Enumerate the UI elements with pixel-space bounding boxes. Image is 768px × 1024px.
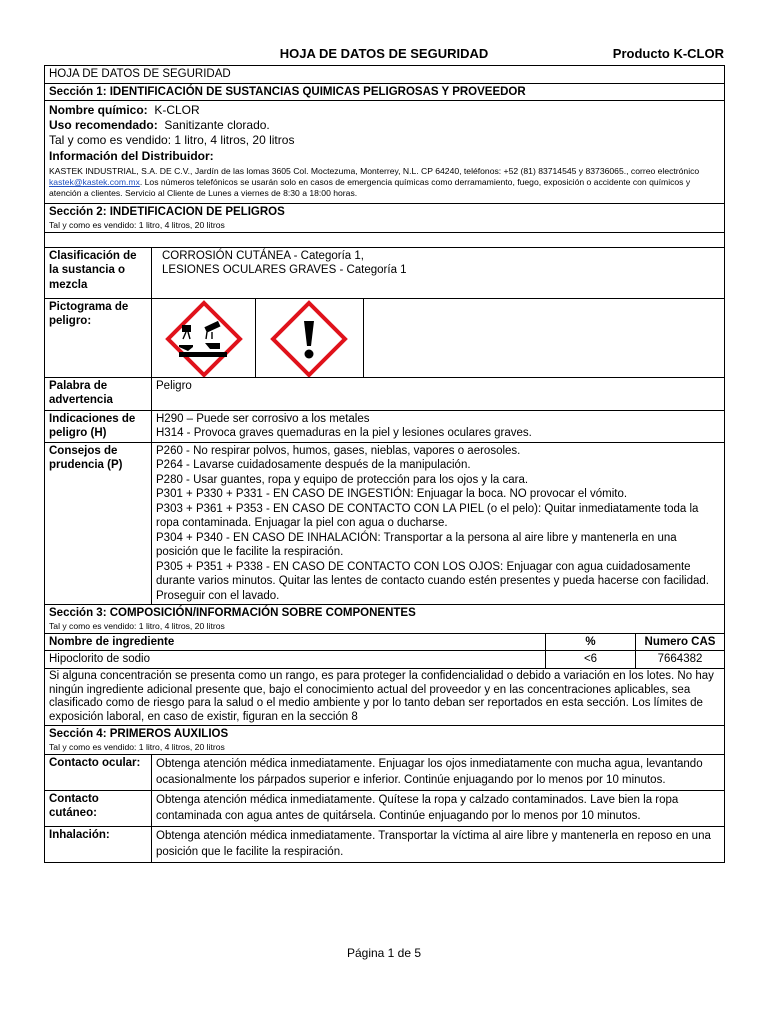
ghs-pictograms (152, 299, 364, 377)
distributor-text-1: KASTEK INDUSTRIAL, S.A. DE C.V., Jardín de las lomas 3605 Col. Moctezuma, Monterrey, N.L. CP 64240, teléfonos: +52 (81) 83714545 y 83736065., correo electrónico (49, 165, 700, 176)
exclamation-pictogram-icon (273, 303, 345, 375)
distributor-text-2: . Los números telefónicos se usarán solo en casos de emergencia químicas como derramamiento, fuego, exposición o accidente con químicos y atención a clientes. Servicio al Cliente de Lunes a viernes de 8:30 a 18:00 horas. (49, 177, 691, 199)
ingredient-pct: <6 (546, 651, 636, 669)
precaution-statements (152, 442, 725, 605)
signal-word-value: Peligro (152, 377, 725, 410)
precaution-statement: P305 + P351 + P338 - EN CASO DE CONTACTO CON LOS OJOS: Enjuagar con agua cuidadosamente durante varios minutos. Quitar las lentes de contacto cuando estén presentes y pueda hacerse con facilidad. Proseguir con el lavado. (156, 560, 709, 602)
section4-sold: Tal y como es vendido: 1 litro, 4 litros, 20 litros (49, 741, 225, 752)
hazard-statements-label: Indicaciones de peligro (H) (45, 410, 152, 442)
doc-heading-row (45, 66, 725, 84)
hazard-statements-row (45, 410, 725, 442)
distributor-label: Información del Distribuidor: (49, 148, 214, 163)
chem-name-value: K-CLOR (154, 103, 200, 117)
page-number: Página 1 de 5 (346, 946, 422, 960)
ingredient-cas: 7664382 (636, 651, 725, 669)
header-title: HOJA DE DATOS DE SEGURIDAD (279, 46, 489, 61)
signal-word-row (45, 377, 725, 410)
col-ingredient-header: Nombre de ingrediente (45, 633, 546, 651)
precaution-statement: P260 - No respirar polvos, humos, gases, nieblas, vapores o aerosoles. (156, 444, 521, 457)
precaution-label: Consejos de prudencia (P) (45, 442, 152, 605)
pictogram-area (152, 299, 724, 377)
section1-title: Sección 1: IDENTIFICACIÓN DE SUSTANCIAS QUIMICAS PELIGROSAS Y PROVEEDOR (45, 83, 725, 101)
inhalation-text: Obtenga atención médica inmediatamente. Transportar la víctima al aire libre y mantenerla en reposo en una posición que le facilite la respiración. (152, 826, 725, 862)
precaution-statement: P303 + P361 + P353 - EN CASO DE CONTACTO CON LA PIEL (o el pelo): Quitar inmediatamente toda la ropa contaminada. Enjuagar la piel con agua o ducharse. (156, 502, 699, 530)
section3-title-row (45, 605, 725, 634)
header-product: Producto K-CLOR (612, 46, 724, 61)
page-header (44, 46, 724, 64)
section4-title-row (45, 726, 725, 755)
hazard-statements (152, 410, 725, 442)
pictogram-cell (152, 298, 725, 377)
signal-word-label: Palabra de advertencia (45, 377, 152, 410)
classification-line-1: CORROSIÓN CUTÁNEA - Categoría 1, (162, 249, 364, 262)
inhalation-label: Inhalación: (45, 826, 152, 862)
composition-note-row (45, 668, 725, 725)
ingredients-header-row (45, 633, 725, 651)
doc-heading: HOJA DE DATOS DE SEGURIDAD (45, 66, 725, 84)
section2-spacer-row (45, 232, 725, 247)
section2-title-row (45, 204, 725, 233)
section2-header (45, 204, 725, 233)
classification-line-2: LESIONES OCULARES GRAVES - Categoría 1 (162, 264, 407, 277)
classification-label: Clasificación de la sustancia o mezcla (45, 247, 152, 298)
section2-sold: Tal y como es vendido: 1 litro, 4 litros, 20 litros (49, 219, 225, 230)
classification-value (152, 247, 725, 298)
use-line (49, 118, 720, 133)
sds-table (44, 65, 725, 863)
section4-title: Sección 4: PRIMEROS AUXILIOS (49, 728, 229, 741)
use-label: Uso recomendado: (49, 118, 158, 133)
section3-header (45, 605, 725, 634)
distributor-email-link[interactable]: kastek@kastek.com.mx (49, 177, 140, 188)
hazard-statement: H290 – Puede ser corrosivo a los metales (156, 412, 370, 425)
use-value: Sanitizante clorado. (164, 118, 270, 133)
table-row (45, 651, 725, 669)
inhalation-row (45, 826, 725, 862)
section1-title-row (45, 83, 725, 101)
classification-row (45, 247, 725, 298)
precaution-statement: P264 - Lavarse cuidadosamente después de la manipulación. (156, 459, 471, 472)
hazard-statement: H314 - Provoca graves quemaduras en la piel y lesiones oculares graves. (156, 427, 532, 440)
precaution-statement: P301 + P330 + P331 - EN CASO DE INGESTIÓN: Enjuagar la boca. NO provocar el vómito. (156, 488, 628, 501)
precaution-statement: P280 - Usar guantes, ropa y equipo de protección para los ojos y la cara. (156, 473, 529, 486)
section2-title: Sección 2: INDETIFICACION DE PELIGROS (49, 206, 285, 219)
col-pct-header: % (546, 633, 636, 651)
section3-title: Sección 3: COMPOSICIÓN/INFORMACIÓN SOBRE COMPONENTES (49, 607, 416, 620)
chem-name-label: Nombre químico: (49, 103, 148, 117)
col-cas-header: Numero CAS (636, 633, 725, 651)
skin-contact-row (45, 790, 725, 826)
skin-contact-text: Obtenga atención médica inmediatamente. Quítese la ropa y calzado contaminados. Lave bien la ropa contaminada con agua antes de quitársela. Continúe enjuagando por lo menos por 10 minutos. (152, 790, 725, 826)
section2-spacer (45, 232, 725, 247)
section3-sold: Tal y como es vendido: 1 litro, 4 litros, 20 litros (49, 620, 225, 631)
section1-body (45, 101, 725, 204)
section1-body-row (45, 101, 725, 204)
eye-contact-label: Contacto ocular: (45, 754, 152, 790)
composition-note: Si alguna concentración se presenta como un rango, es para proteger la confidencialidad o debido a variación en los lotes. No hay ningún ingrediente adicional presente que, bajo el conocimiento actual del proveedor y en las concentraciones aplicables, sea clasificado como de riesgo para la salud o el medio ambiente y por lo tanto deban ser reportados en esta sección. Los límites de exposición laboral, en caso de existir, figuran en la sección 8 (45, 668, 725, 725)
eye-contact-row (45, 754, 725, 790)
chem-name-line (49, 103, 720, 118)
precaution-row (45, 442, 725, 605)
eye-contact-text: Obtenga atención médica inmediatamente. Enjuagar los ojos inmediatamente con mucha agua, levantando ocasionalmente los párpados superior e inferior. Continúe enjuagando por lo menos por 10 minutos. (152, 754, 725, 790)
distributor-text (49, 166, 720, 200)
pictogram-label: Pictograma de peligro: (45, 298, 152, 377)
sold-as-line: Tal y como es vendido: 1 litro, 4 litros, 20 litros (49, 133, 295, 148)
ingredient-name: Hipoclorito de sodio (45, 651, 546, 669)
precaution-statement: P304 + P340 - EN CASO DE INHALACIÓN: Transportar a la persona al aire libre y mantenerla en una posición que le facilite la respiración. (156, 531, 677, 559)
pictogram-row (45, 298, 725, 377)
corrosion-pictogram-icon (168, 303, 240, 375)
section4-header (45, 726, 725, 755)
skin-contact-label: Contacto cutáneo: (45, 790, 152, 826)
